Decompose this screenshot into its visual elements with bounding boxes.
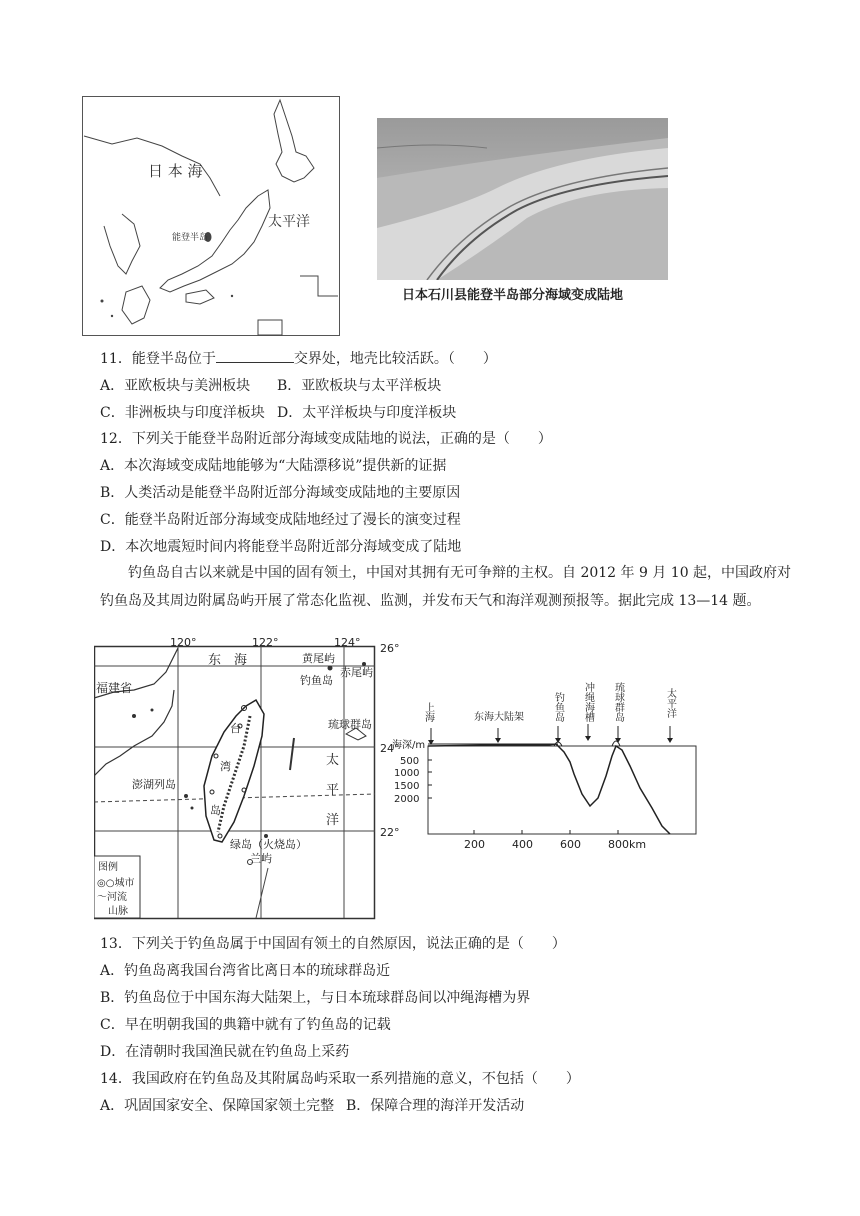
q14-option-b: B．保障合理的海洋开发活动 bbox=[346, 1098, 525, 1114]
profile-okinawa-label: 冲绳海槽 bbox=[582, 682, 594, 722]
taiwan-char-1: 台 bbox=[230, 722, 241, 735]
noto-label: 能登半岛 bbox=[172, 233, 209, 243]
profile-ryukyu-label: 琉球群岛 bbox=[612, 682, 624, 722]
q14-option-a: A．巩固国家安全、保障国家领土完整 bbox=[100, 1098, 335, 1114]
east-sea-label: 东 海 bbox=[208, 653, 248, 668]
q12-option-b: B．人类活动是能登半岛附近部分海域变成陆地的主要原因 bbox=[100, 485, 461, 501]
q11-stem bbox=[100, 348, 497, 368]
photo-caption: 日本石川县能登半岛部分海域变成陆地 bbox=[402, 288, 624, 303]
q11-stem-part1: 11．能登半岛位于 bbox=[100, 351, 216, 367]
lvdao-label: 绿岛（火烧岛） bbox=[230, 838, 307, 851]
q14-stem: 14．我国政府在钓鱼岛及其附属岛屿采取一系列措施的意义，不包括（ ） bbox=[100, 1071, 580, 1087]
q11-option-c: C．非洲板块与印度洋板块 bbox=[100, 405, 265, 421]
lat-26-label: 26° bbox=[380, 642, 400, 655]
lat-24-label: 24° bbox=[380, 742, 400, 755]
legend-mountain: 山脉 bbox=[108, 906, 128, 917]
profile-shanghai-label: 上海 bbox=[422, 702, 434, 722]
y-tick-1500: 1500 bbox=[394, 781, 420, 792]
taiwan-char-2: 湾 bbox=[220, 760, 231, 773]
x-tick-800km: 800km bbox=[608, 838, 647, 851]
legend-title: 图例 bbox=[98, 862, 118, 873]
lon-122: 122° bbox=[252, 636, 279, 649]
legend-river: ～河流 bbox=[97, 892, 127, 903]
chiwei-label: 赤尾屿 bbox=[340, 666, 373, 679]
q13-option-d: D．在清朝时我国渔民就在钓鱼岛上采药 bbox=[100, 1044, 350, 1060]
q12-option-d: D．本次地震短时间内将能登半岛附近部分海域变成了陆地 bbox=[100, 539, 462, 555]
ryukyu-label: 琉球群岛 bbox=[328, 718, 372, 731]
y-tick-500: 500 bbox=[400, 756, 420, 767]
fujian-label: 福建省 bbox=[96, 681, 133, 695]
q13-option-b: B．钓鱼岛位于中国东海大陆架上，与日本琉球群岛间以冲绳海槽为界 bbox=[100, 990, 531, 1006]
q13-stem: 13．下列关于钓鱼岛属于中国固有领土的自然原因，说法正确的是（ ） bbox=[100, 936, 566, 952]
y-tick-1000: 1000 bbox=[394, 768, 420, 779]
huangwei-label: 黄尾屿 bbox=[302, 652, 335, 665]
legend-city: ◎○城市 bbox=[97, 878, 135, 889]
x-tick-600: 600 bbox=[560, 838, 581, 851]
pacific-char-2: 平 bbox=[326, 783, 340, 798]
taiwan-char-3: 岛 bbox=[210, 804, 221, 817]
profile-diaoyu-label: 钓鱼岛 bbox=[552, 692, 564, 722]
q12-stem: 12．下列关于能登半岛附近部分海域变成陆地的说法，正确的是（ ） bbox=[100, 431, 552, 447]
lon-120: 120° bbox=[170, 636, 197, 649]
q12-option-a: A．本次海域变成陆地能够为“大陆漂移说”提供新的证据 bbox=[100, 458, 447, 474]
q13-option-a: A．钓鱼岛离我国台湾省比离日本的琉球群岛近 bbox=[100, 963, 391, 979]
x-tick-200: 200 bbox=[464, 838, 485, 851]
q12-option-c: C．能登半岛附近部分海域变成陆地经过了漫长的演变过程 bbox=[100, 512, 461, 528]
q11-option-d: D．太平洋板块与印度洋板块 bbox=[277, 405, 457, 421]
q11-option-a: A．亚欧板块与美洲板块 bbox=[100, 378, 251, 394]
intro-paragraph: 钓鱼岛自古以来就是中国的固有领土，中国对其拥有无可争辩的主权。自 2012 年 9 月 10 起，中国政府对钓鱼岛及其周边附属岛屿开展了常态化监视、监测，并发布天气和海洋观测预报等。据此完成 13—14 题。 bbox=[100, 565, 792, 609]
y-tick-2000: 2000 bbox=[394, 794, 420, 805]
pacific-char-3: 洋 bbox=[326, 813, 340, 828]
profile-pacific-label: 太平洋 bbox=[664, 688, 676, 718]
pacific-label: 太平洋 bbox=[268, 214, 310, 230]
q13-option-c: C．早在明朝我国的典籍中就有了钓鱼岛的记载 bbox=[100, 1017, 391, 1033]
taiwan-map bbox=[94, 636, 378, 920]
japan-sea-label: 日 本 海 bbox=[148, 162, 203, 180]
q11-stem-part2: 交界处，地壳比较活跃。（ ） bbox=[293, 351, 497, 367]
lat-22-label: 22° bbox=[380, 826, 400, 839]
noto-photo bbox=[377, 118, 668, 280]
diaoyu-label: 钓鱼岛 bbox=[300, 674, 333, 687]
lanyu-label: 兰屿 bbox=[250, 852, 272, 865]
japan-map bbox=[82, 96, 340, 336]
x-tick-400: 400 bbox=[512, 838, 533, 851]
pacific-char-1: 太 bbox=[326, 753, 340, 768]
depth-axis-label: 海深/m bbox=[392, 740, 426, 751]
q11-option-b: B．亚欧板块与太平洋板块 bbox=[277, 378, 442, 394]
lon-124: 124° bbox=[334, 636, 361, 649]
profile-shelf-label: 东海大陆架 bbox=[474, 712, 524, 723]
seabed-profile bbox=[378, 648, 718, 864]
penghu-label: 澎湖列岛 bbox=[132, 778, 176, 791]
q11-blank bbox=[216, 350, 294, 363]
